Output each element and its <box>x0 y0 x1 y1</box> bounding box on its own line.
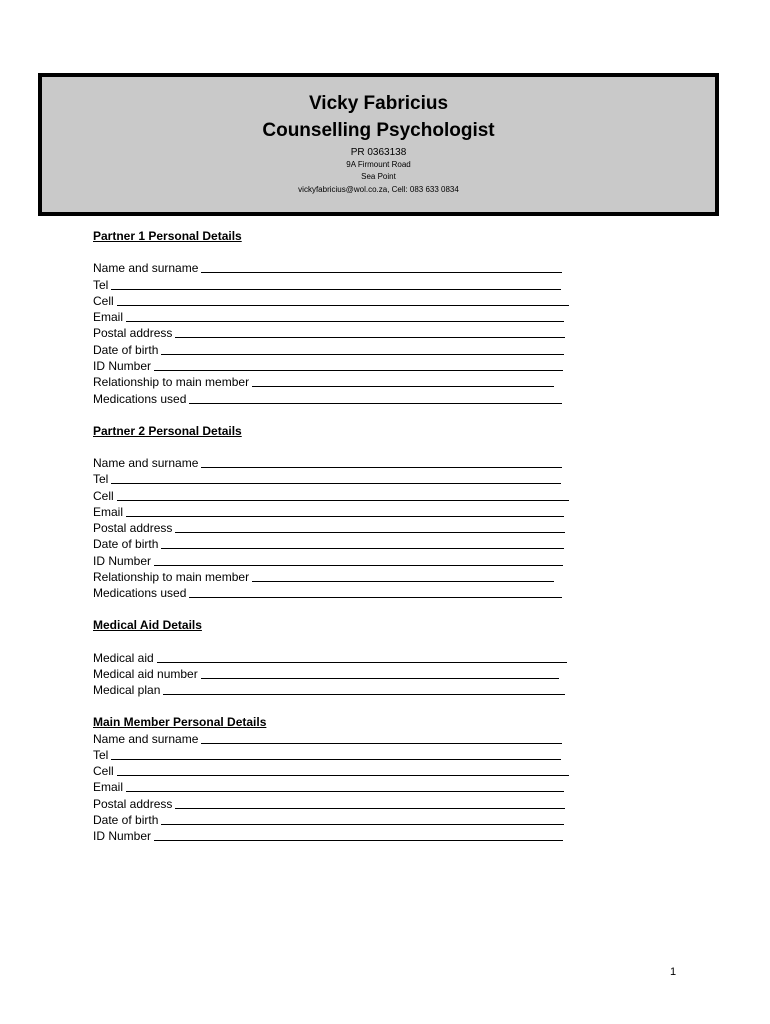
field-label: Tel <box>93 472 109 487</box>
form-field[interactable] <box>93 649 583 665</box>
practice-number: PR 0363138 <box>350 147 407 158</box>
form-field[interactable] <box>93 812 583 828</box>
field-label: ID Number <box>93 829 152 844</box>
form-field[interactable] <box>93 552 583 568</box>
address-line-2: Sea Point <box>361 172 396 181</box>
fill-line[interactable] <box>161 354 564 355</box>
field-label: Relationship to main member <box>93 375 250 390</box>
fill-line[interactable] <box>189 403 562 404</box>
form-field[interactable] <box>93 487 583 503</box>
field-label: Tel <box>93 747 109 762</box>
partner1-heading: Partner 1 Personal Details <box>93 229 242 243</box>
letterhead-box <box>38 73 719 216</box>
fill-line[interactable] <box>111 759 561 760</box>
field-label: Name and surname <box>93 731 199 746</box>
partner2-heading: Partner 2 Personal Details <box>93 423 242 438</box>
field-label: Relationship to main member <box>93 570 250 585</box>
main-member-fields <box>93 730 583 844</box>
form-field[interactable] <box>93 520 583 536</box>
field-label: ID Number <box>93 359 152 374</box>
field-label: Name and surname <box>93 455 199 470</box>
field-label: Date of birth <box>93 537 159 552</box>
form-field[interactable] <box>93 276 583 292</box>
medical-aid-fields <box>93 649 583 698</box>
fill-line[interactable] <box>111 289 561 290</box>
fill-line[interactable] <box>175 337 565 338</box>
field-label: Email <box>93 310 124 325</box>
fill-line[interactable] <box>161 824 564 825</box>
practitioner-name: Vicky Fabricius <box>308 93 449 114</box>
fill-line[interactable] <box>252 386 554 387</box>
fill-line[interactable] <box>154 565 563 566</box>
field-label: Cell <box>93 764 114 779</box>
medical-aid-heading: Medical Aid Details <box>93 618 202 633</box>
field-label: Cell <box>93 488 114 503</box>
field-label: ID Number <box>93 553 152 568</box>
form-field[interactable] <box>93 569 583 585</box>
form-field[interactable] <box>93 374 583 390</box>
form-field[interactable] <box>93 730 583 746</box>
fill-line[interactable] <box>154 370 563 371</box>
form-field[interactable] <box>93 390 583 406</box>
form-field[interactable] <box>93 763 583 779</box>
form-field[interactable] <box>93 747 583 763</box>
form-field[interactable] <box>93 471 583 487</box>
fill-line[interactable] <box>163 694 565 695</box>
form-field[interactable] <box>93 828 583 844</box>
fill-line[interactable] <box>154 840 563 841</box>
fill-line[interactable] <box>189 597 562 598</box>
fill-line[interactable] <box>117 775 569 776</box>
form-field[interactable] <box>93 795 583 811</box>
fill-line[interactable] <box>126 321 564 322</box>
partner2-fields <box>93 455 583 602</box>
fill-line[interactable] <box>161 548 564 549</box>
form-field[interactable] <box>93 260 583 276</box>
form-field[interactable] <box>93 779 583 795</box>
page-number: 1 <box>670 966 677 978</box>
fill-line[interactable] <box>201 272 562 273</box>
field-label: Postal address <box>93 796 173 811</box>
fill-line[interactable] <box>201 678 559 679</box>
form-field[interactable] <box>93 325 583 341</box>
practitioner-title: Counselling Psychologist <box>262 120 495 141</box>
field-label: Medical plan <box>93 683 161 698</box>
fill-line[interactable] <box>126 791 564 792</box>
field-label: Date of birth <box>93 342 159 357</box>
fill-line[interactable] <box>175 532 565 533</box>
form-field[interactable] <box>93 293 583 309</box>
fill-line[interactable] <box>252 581 554 582</box>
fill-line[interactable] <box>111 483 561 484</box>
field-label: Postal address <box>93 521 173 536</box>
form-field[interactable] <box>93 666 583 682</box>
address-line-1: 9A Firmount Road <box>346 160 411 169</box>
fill-line[interactable] <box>201 743 562 744</box>
fill-line[interactable] <box>175 808 565 809</box>
form-field[interactable] <box>93 341 583 357</box>
field-label: Medical aid number <box>93 666 198 681</box>
fill-line[interactable] <box>157 662 567 663</box>
fill-line[interactable] <box>117 305 569 306</box>
contact-details: vickyfabricius@wol.co.za, Cell: 083 633 0834 <box>298 185 459 194</box>
main-member-heading: Main Member Personal Details <box>93 715 267 730</box>
form-field[interactable] <box>93 504 583 520</box>
fill-line[interactable] <box>126 516 564 517</box>
form-field[interactable] <box>93 536 583 552</box>
field-label: Medications used <box>93 586 187 601</box>
form-field[interactable] <box>93 682 583 698</box>
form-field[interactable] <box>93 309 583 325</box>
field-label: Medical aid <box>93 650 154 665</box>
form-field[interactable] <box>93 585 583 601</box>
form-body <box>93 228 583 844</box>
field-label: Date of birth <box>93 813 159 828</box>
field-label: Email <box>93 780 124 795</box>
fill-line[interactable] <box>117 500 569 501</box>
fill-line[interactable] <box>201 467 562 468</box>
field-label: Name and surname <box>93 261 199 276</box>
partner1-fields <box>93 260 583 407</box>
field-label: Email <box>93 504 124 519</box>
field-label: Postal address <box>93 326 173 341</box>
field-label: Cell <box>93 293 114 308</box>
form-field[interactable] <box>93 455 583 471</box>
form-field[interactable] <box>93 358 583 374</box>
field-label: Medications used <box>93 391 187 406</box>
field-label: Tel <box>93 277 109 292</box>
